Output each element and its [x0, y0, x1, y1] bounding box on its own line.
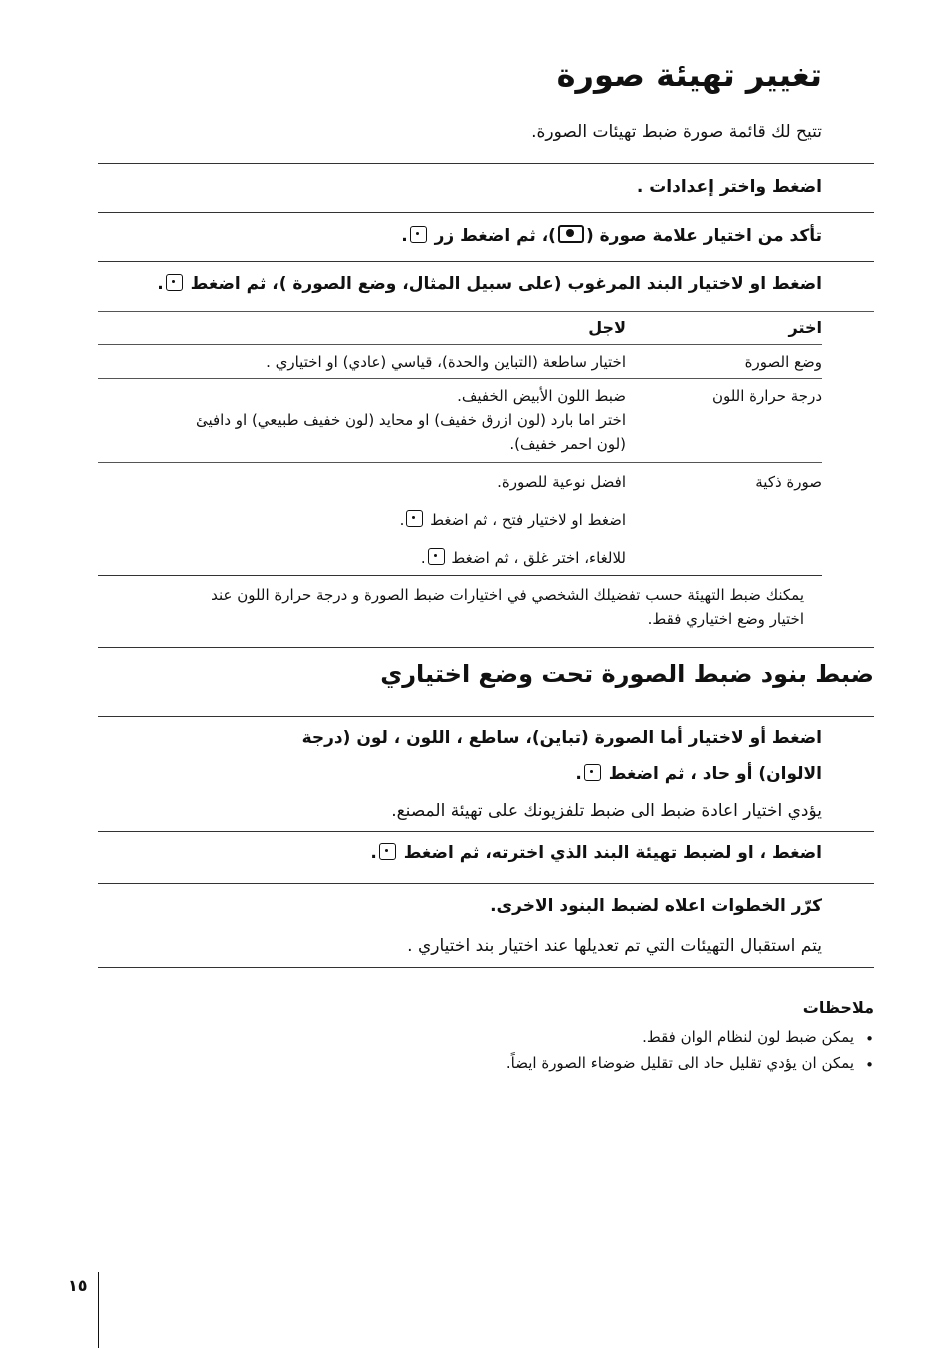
divider: [98, 967, 874, 968]
notes-title: ملاحظات: [802, 998, 874, 1017]
step-1: اضغط واختر إعدادات .: [636, 177, 822, 197]
section2-step-1-line2: الالوان) أو حاد ، ثم اضغط .: [575, 764, 822, 784]
table-note-line: اختيار وضع اختياري فقط.: [647, 610, 804, 628]
enter-button-icon: [406, 510, 423, 527]
bullet-icon: •: [865, 1030, 874, 1048]
intro-text: تتيح لك قائمة صورة ضبط تهيئات الصورة.: [531, 122, 822, 142]
picture-icon: [558, 225, 584, 243]
row-desc-text: اضغط او لاختيار فتح ، ثم اضغط: [430, 511, 626, 529]
step-3-text: اضغط او لاختيار البند المرغوب (على سبيل المثال، وضع الصورة )، ثم اضغط: [190, 274, 822, 294]
section2-step-1-line1: اضغط أو لاختيار أما الصورة (تباين)، ساطع ، اللون ، لون (درجة: [301, 728, 822, 748]
divider: [98, 883, 874, 884]
row-desc: للالغاء، اختر غلق ، ثم اضغط .: [420, 549, 626, 567]
enter-button-icon: [379, 843, 396, 860]
table-rule: [98, 462, 822, 463]
step-3-end: .: [157, 274, 164, 294]
table-top-rule: [98, 311, 874, 312]
section2-step-3: كرّر الخطوات اعلاه لضبط البنود الاخرى.: [490, 896, 822, 916]
divider: [98, 647, 874, 648]
row-desc: اختر اما بارد (لون ازرق خفيف) او محايد (لون خفيف طبيعي) او دافيئ: [195, 411, 626, 429]
options-table: [128, 316, 822, 576]
table-header-option: اختر: [788, 318, 822, 337]
enter-button-icon: [166, 274, 183, 291]
row-option: صورة ذكية: [755, 473, 822, 491]
section-heading: ضبط بنود ضبط الصورة تحت وضع اختياري: [380, 660, 874, 688]
row-desc: افضل نوعية للصورة.: [497, 473, 626, 491]
row-desc: اختيار ساطعة (التباين والحدة)، قياسي (عادي) او اختياري .: [266, 353, 626, 371]
note-item: يمكن ضبط لون لنظام الوان فقط.: [642, 1028, 854, 1046]
section2-step-2: اضغط ، او لضبط تهيئة البند الذي اخترته، ثم اضغط .: [370, 843, 822, 863]
divider: [98, 716, 874, 717]
bullet-icon: •: [865, 1056, 874, 1074]
page-number-rule: [98, 1272, 99, 1348]
table-header-purpose: لاجل: [588, 318, 626, 337]
step-3: [110, 267, 822, 301]
step-2-text-b: )، ثم اضغط زر: [434, 226, 556, 246]
step-text: الالوان) أو حاد ، ثم اضغط: [608, 764, 822, 784]
table-rule: [98, 344, 822, 345]
row-option: وضع الصورة: [744, 353, 822, 371]
enter-button-icon: [428, 548, 445, 565]
section2-step-1-sub: يؤدي اختيار اعادة ضبط الى ضبط تلفزيونك على تهيئة المصنع.: [391, 801, 822, 821]
note-item: يمكن ان يؤدي تقليل حاد الى تقليل ضوضاء الصورة ايضاً.: [505, 1054, 854, 1072]
divider: [98, 212, 874, 213]
page-number: ١٥: [68, 1276, 88, 1295]
enter-button-icon: [584, 764, 601, 781]
row-desc: اضغط او لاختيار فتح ، ثم اضغط .: [399, 511, 626, 529]
row-option: درجة حرارة اللون: [711, 387, 822, 405]
step-2: تأكد من اختيار علامة صورة ()، ثم اضغط زر .: [401, 226, 822, 246]
row-desc-text: للالغاء، اختر غلق ، ثم اضغط: [451, 549, 626, 567]
divider: [98, 831, 874, 832]
enter-button-icon: [410, 226, 427, 243]
row-desc: (لون احمر خفيف).: [509, 435, 626, 453]
step-text: اضغط ، او لضبط تهيئة البند الذي اخترته، ثم اضغط: [403, 843, 822, 863]
table-note-line: يمكنك ضبط التهيئة حسب تفضيلك الشخصي في اختيارات ضبط الصورة و درجة حرارة اللون عند: [211, 586, 804, 604]
table-bottom-rule: [98, 575, 822, 576]
row-desc: ضبط اللون الأبيض الخفيف.: [457, 387, 626, 405]
page-title: تغيير تهيئة صورة: [556, 56, 822, 94]
table-rule: [98, 378, 822, 379]
divider: [98, 261, 874, 262]
section2-step-3-sub: يتم استقبال التهيئات التي تم تعديلها عند اختيار بند اختياري .: [407, 936, 822, 956]
divider: [98, 163, 874, 164]
step-2-text-a: تأكد من اختيار علامة صورة (: [585, 226, 822, 246]
